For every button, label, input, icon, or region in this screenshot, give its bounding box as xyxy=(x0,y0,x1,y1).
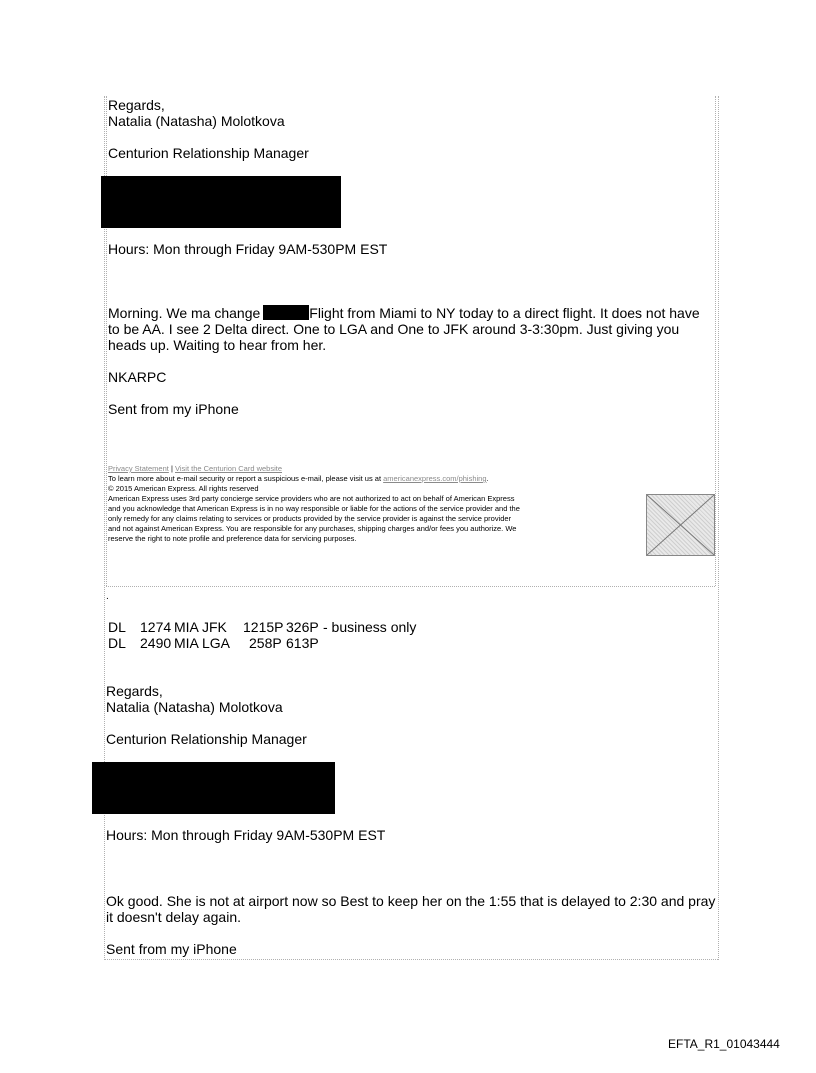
footer-box-bottom xyxy=(106,586,715,587)
flight-airline: DL xyxy=(108,635,126,651)
broken-image-icon xyxy=(647,495,714,555)
disclaimer-line-2: and you acknowledge that American Express is in no way responsible or liable for the actions of the service provider and the xyxy=(108,504,520,513)
quote-border-right xyxy=(718,96,719,960)
flight-route: MIA LGA xyxy=(174,635,231,651)
broken-image-placeholder xyxy=(646,494,715,556)
centurion-website-link[interactable]: Visit the Centurion Card website xyxy=(175,464,282,473)
body-line-1-end: Flight from Miami to NY today to a direct flight. It does not have xyxy=(309,305,700,321)
footer-links xyxy=(108,464,282,474)
hours-text: Hours: Mon through Friday 9AM-530PM EST xyxy=(106,827,386,843)
sender-name: Natalia (Natasha) Molotkova xyxy=(108,113,285,129)
footer-box-left xyxy=(106,96,107,586)
flight-arrive: 613P xyxy=(286,635,319,651)
separator-dot: . xyxy=(106,591,109,602)
privacy-statement-link[interactable]: Privacy Statement xyxy=(108,464,169,473)
body-line-3: heads up. Waiting to hear from her. xyxy=(108,337,327,353)
body-line-1: Ok good. She is not at airport now so Best to keep her on the 1:55 that is delayed to 2:30 and pray xyxy=(106,893,716,909)
flight-number: 1274 xyxy=(140,619,172,635)
flight-airline: DL xyxy=(108,619,126,635)
body-line-2: it doesn't delay again. xyxy=(106,909,241,925)
sent-from-text: Sent from my iPhone xyxy=(108,401,239,417)
sent-from-text: Sent from my iPhone xyxy=(106,941,237,957)
copyright-text: © 2015 American Express. All rights reserved xyxy=(108,484,259,493)
document-id: EFTA_R1_01043444 xyxy=(668,1037,780,1051)
redaction-block xyxy=(92,762,335,814)
quote-border-bottom xyxy=(104,959,718,960)
flight-number: 2490 xyxy=(140,635,172,651)
regards-text: Regards, xyxy=(106,683,163,699)
inline-redaction xyxy=(263,305,309,320)
regards-text: Regards, xyxy=(108,97,165,113)
signature-code: NKARPC xyxy=(108,369,167,385)
flight-depart: 258P xyxy=(249,635,282,651)
disclaimer-line-5: reserve the right to note profile and preference data for servicing purposes. xyxy=(108,534,357,543)
flight-note: - business only xyxy=(323,619,417,635)
flight-row xyxy=(108,635,319,652)
flight-arrive: 326P xyxy=(286,619,319,635)
security-line-text: To learn more about e-mail security or report a suspicious e-mail, please visit us at xyxy=(108,474,382,483)
body-line-2: to be AA. I see 2 Delta direct. One to LGA and One to JFK around 3-3:30pm. Just giving you xyxy=(108,321,680,337)
disclaimer-line-1: American Express uses 3rd party concierge service providers who are not authorized to act on behalf of American Express xyxy=(108,494,515,503)
phishing-link[interactable]: americanexpress.com/phishing xyxy=(383,474,487,483)
body-line-1-start: Morning. We ma change xyxy=(108,305,261,321)
disclaimer-line-4: and not against American Express. You are responsible for any purchases, shipping charges and/or fees you authorize. We xyxy=(108,524,517,533)
sender-title: Centurion Relationship Manager xyxy=(106,731,307,747)
hours-text: Hours: Mon through Friday 9AM-530PM EST xyxy=(108,241,388,257)
flight-route: MIA JFK xyxy=(174,619,227,635)
flight-depart: 1215P xyxy=(243,619,284,635)
footer-box-right xyxy=(715,96,716,586)
footer-separator: | xyxy=(170,464,173,473)
disclaimer-line-3: only remedy for any claims relating to services or products provided by the service provider is against the service provider xyxy=(108,514,512,523)
redaction-block xyxy=(101,176,341,228)
sender-title: Centurion Relationship Manager xyxy=(108,145,309,161)
body-line-1 xyxy=(108,305,700,322)
flight-row xyxy=(108,619,416,636)
sender-name: Natalia (Natasha) Molotkova xyxy=(106,699,283,715)
security-line-end: . xyxy=(486,474,489,483)
security-line xyxy=(108,474,489,484)
